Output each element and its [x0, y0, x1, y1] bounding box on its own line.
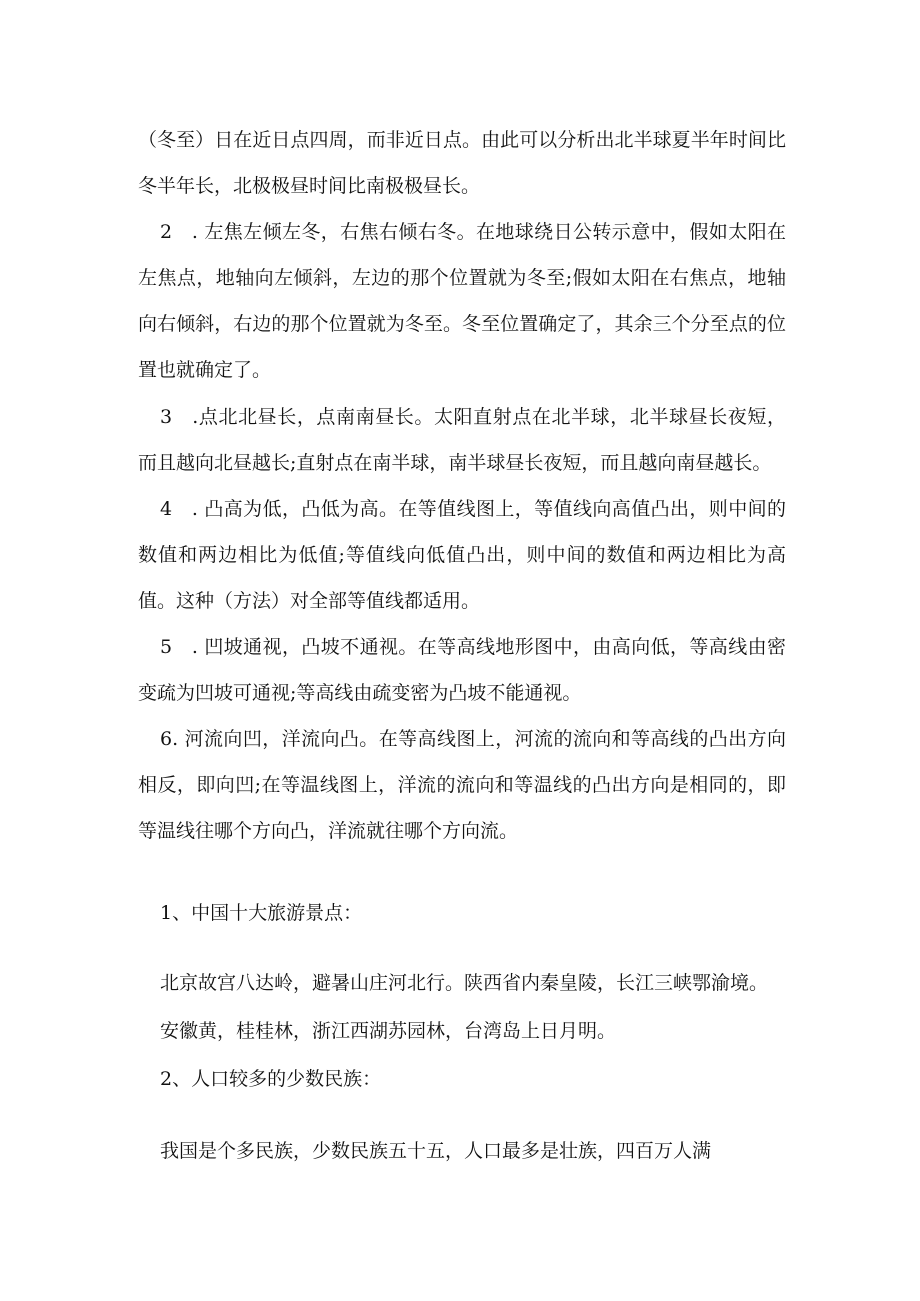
paragraph-rule-2: 2 . 左焦左倾左冬，右焦右倾右冬。在地球绕日公转示意中，假如太阳在左焦点，地轴向左倾斜，左边的那个位置就为冬至;假如太阳在右焦点，地轴向右倾斜，右边的那个位置就为冬至。冬至位置确定了，其余三个分至点的位置也就确定了。: [138, 221, 786, 381]
paragraph-rule-3: 3 .点北北昼长，点南南昼长。太阳直射点在北半球，北半球昼长夜短，而且越向北昼越长;直射点在南半球，南半球昼长夜短，而且越向南昼越长。: [138, 406, 786, 474]
section-heading-tourist-sites: 1、中国十大旅游景点：: [160, 902, 363, 924]
verse-line: 安徽黄，桂桂林，浙江西湖苏园林，台湾岛上日月明。: [160, 1020, 617, 1042]
verse-line: 我国是个多民族，少数民族五十五，人口最多是壮族，四百万人满: [160, 1140, 712, 1162]
section-heading-ethnic-groups: 2、人口较多的少数民族：: [160, 1068, 382, 1090]
verse-line: 北京故宫八达岭，避暑山庄河北行。陕西省内秦皇陵，长江三峡鄂渝境。: [160, 972, 769, 994]
paragraph-intro: （冬至）日在近日点四周，而非近日点。由此可以分析出北半球夏半年时间比冬半年长，北极极昼时间比南极极昼长。: [138, 129, 786, 197]
paragraph-rule-6: 6. 河流向凹，洋流向凸。在等高线图上，河流的流向和等高线的凸出方向相反，即向凹;在等温线图上，洋流的流向和等温线的凸出方向是相同的，即等温线往哪个方向凸，洋流就往哪个方向流。: [138, 728, 786, 842]
paragraph-rule-5: 5 . 凹坡通视，凸坡不通视。在等高线地形图中，由高向低，等高线由密变疏为凹坡可通视;等高线由疏变密为凸坡不能通视。: [138, 636, 786, 704]
paragraph-rule-4: 4 . 凸高为低，凸低为高。在等值线图上，等值线向高值凸出，则中间的数值和两边相比为低值;等值线向低值凸出，则中间的数值和两边相比为高值。这种（方法）对全部等值线都适用。: [138, 498, 786, 612]
